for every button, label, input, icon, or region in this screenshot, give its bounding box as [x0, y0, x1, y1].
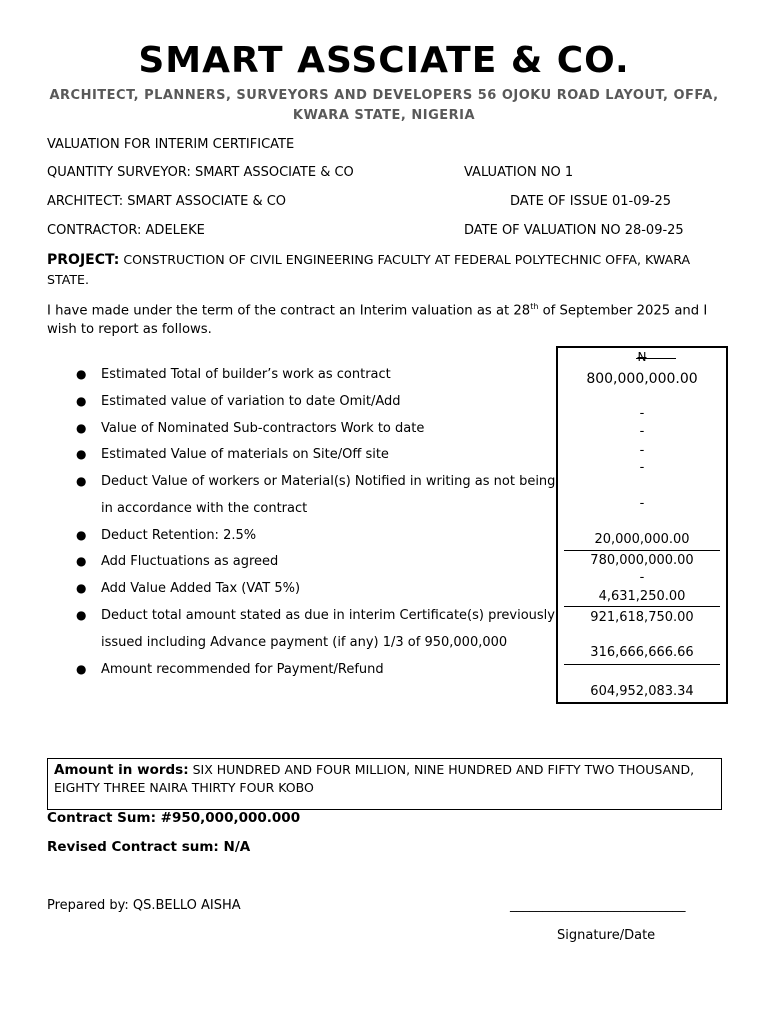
bullet-icon: ● — [76, 394, 87, 408]
amount-in-words-text: SIX HUNDRED AND FOUR MILLION, NINE HUNDRED AND FIFTY TWO THOUSAND, EIGHTY THREE NAIRA THIRTY FOUR KOBO — [54, 762, 695, 795]
total-rule — [564, 550, 720, 551]
currency-underline — [636, 358, 676, 359]
value-extra: - — [639, 460, 645, 475]
list-item: Amount recommended for Payment/Refund — [101, 662, 384, 677]
date-of-issue: DATE OF ISSUE 01-09-25 — [510, 194, 672, 209]
intro-part1: I have made under the term of the contract an Interim valuation as at 28 — [47, 303, 531, 319]
contractor: CONTRACTOR: ADELEKE — [47, 223, 205, 238]
project-text: CONSTRUCTION OF CIVIL ENGINEERING FACULTY AT FEDERAL POLYTECHNIC OFFA, KWARA STATE. — [47, 252, 691, 287]
contract-sum: Contract Sum: #950,000,000.000 — [47, 810, 301, 826]
value-fluctuations: - — [639, 570, 645, 585]
list-item: Estimated Total of builder’s work as contract — [101, 367, 391, 382]
list-item: Deduct total amount stated as due in interim Certificate(s) previously — [101, 608, 555, 623]
intro-paragraph — [47, 297, 737, 339]
value-variation: - — [639, 406, 645, 421]
bullet-icon: ● — [76, 581, 87, 595]
value-recommended: 604,952,083.34 — [590, 684, 694, 699]
bullet-icon: ● — [76, 662, 87, 676]
intro-sup: th — [530, 302, 539, 311]
total-rule — [564, 606, 720, 607]
list-item: Add Fluctuations as agreed — [101, 554, 279, 569]
valuation-number: VALUATION NO 1 — [464, 165, 574, 180]
currency-header: N — [637, 350, 647, 364]
value-total: 921,618,750.00 — [590, 610, 694, 625]
list-item: Estimated Value of materials on Site/Off site — [101, 447, 389, 462]
quantity-surveyor: QUANTITY SURVEYOR: SMART ASSOCIATE & CO — [47, 165, 354, 180]
bullet-icon: ● — [76, 367, 87, 381]
list-item: Value of Nominated Sub-contractors Work to date — [101, 421, 425, 436]
company-subtitle: ARCHITECT, PLANNERS, SURVEYORS AND DEVELOPERS 56 OJOKU ROAD LAYOUT, OFFA, KWARA STATE, NIGERIA — [49, 88, 719, 123]
total-rule — [564, 664, 720, 665]
revised-contract-sum: Revised Contract sum: N/A — [47, 839, 251, 855]
signature-line: ___________________________ — [510, 898, 686, 913]
architect: ARCHITECT: SMART ASSOCIATE & CO — [47, 194, 287, 209]
list-item: Deduct Retention: 2.5% — [101, 528, 257, 543]
bullet-icon: ● — [76, 421, 87, 435]
bullet-icon: ● — [76, 608, 87, 622]
list-item: Deduct Value of workers or Material(s) Notified in writing as not being — [101, 474, 556, 489]
value-vat: 4,631,250.00 — [598, 589, 686, 604]
signature-label: Signature/Date — [557, 928, 656, 943]
bullet-icon: ● — [76, 474, 87, 488]
list-item-continued: issued including Advance payment (if any) 1/3 of 950,000,000 — [101, 635, 508, 650]
value-contract: 800,000,000.00 — [586, 371, 698, 387]
date-of-valuation: DATE OF VALUATION NO 28-09-25 — [464, 223, 684, 238]
amount-in-words-box — [47, 758, 722, 810]
value-previous: 316,666,666.66 — [590, 645, 694, 660]
company-name: SMART ASSCIATE & CO. — [138, 40, 630, 81]
project-line — [47, 250, 727, 289]
value-subtotal: 780,000,000.00 — [590, 553, 694, 568]
value-subcontractors: - — [639, 424, 645, 439]
list-item: Add Value Added Tax (VAT 5%) — [101, 581, 301, 596]
project-label: PROJECT: — [47, 252, 120, 268]
list-item-continued: in accordance with the contract — [101, 501, 308, 516]
bullet-icon: ● — [76, 447, 87, 461]
values-box — [556, 346, 728, 704]
value-materials: - — [639, 443, 645, 458]
prepared-by: Prepared by: QS.BELLO AISHA — [47, 898, 241, 913]
value-deduct-workers: - — [639, 496, 645, 511]
amount-in-words — [54, 761, 714, 797]
value-retention: 20,000,000.00 — [594, 532, 690, 547]
bullet-icon: ● — [76, 554, 87, 568]
valuation-title: VALUATION FOR INTERIM CERTIFICATE — [47, 137, 295, 152]
amount-in-words-label: Amount in words: — [54, 762, 189, 778]
intro-part2: of September 2025 and I wish to report as follows. — [47, 303, 708, 338]
bullet-icon: ● — [76, 528, 87, 542]
list-item: Estimated value of variation to date Omit/Add — [101, 394, 401, 409]
